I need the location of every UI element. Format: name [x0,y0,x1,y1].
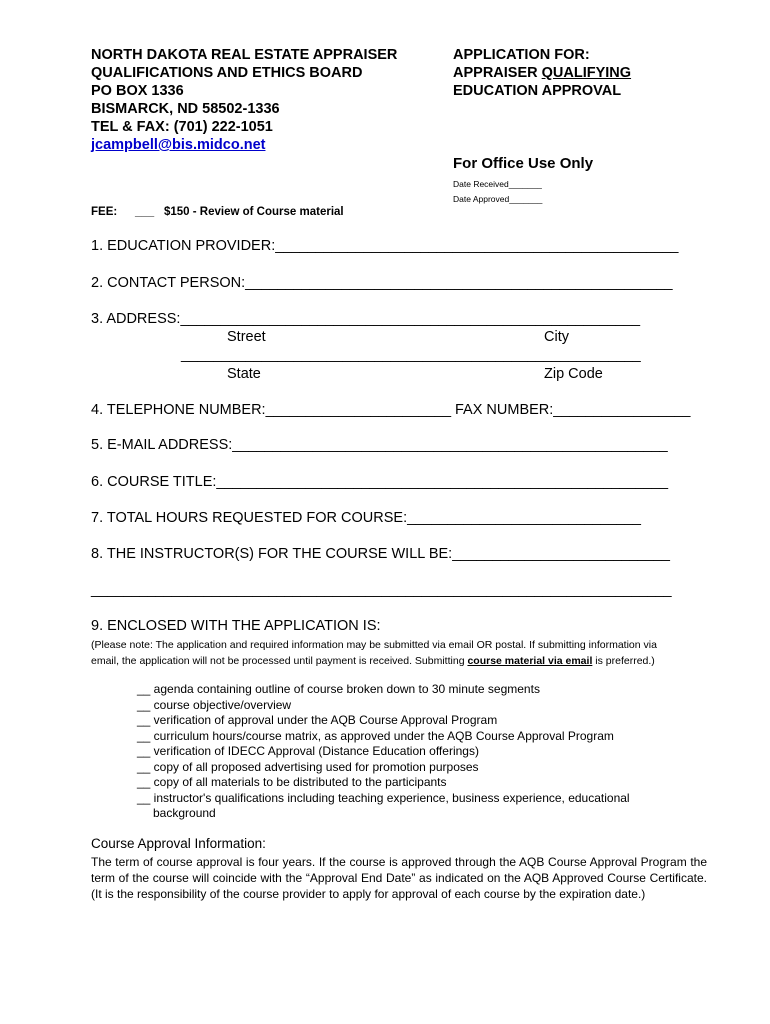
fee-description: $150 - Review of Course material [164,206,344,218]
instructors-field-continued[interactable]: ________________________________________________________________________ [91,582,672,598]
fee-checkbox-blank[interactable]: ___ [135,206,155,218]
fax-field[interactable]: FAX NUMBER:_________________ [455,402,691,418]
submission-note-preferred: course material via email [467,655,593,667]
course-approval-heading: Course Approval Information: [91,836,266,851]
checklist-item[interactable]: __ copy of all proposed advertising used for promotion purposes [137,759,479,774]
board-name-line2: QUALIFICATIONS AND ETHICS BOARD [91,65,363,81]
board-name-line1: NORTH DAKOTA REAL ESTATE APPRAISER [91,47,398,63]
application-title-line1: APPLICATION FOR: [453,47,590,63]
contact-person-field[interactable]: 2. CONTACT PERSON:_____________________________________________________ [91,275,673,291]
submission-note [91,637,657,669]
checklist-item[interactable]: __ copy of all materials to be distributed to the participants [137,775,447,789]
board-phone: TEL & FAX: (701) 222-1051 [91,119,273,135]
checklist-item[interactable]: __ verification of approval under the AQB Course Approval Program [137,713,498,727]
state-label: State [227,366,261,382]
street-label: Street [227,329,266,345]
board-city: BISMARCK, ND 58502-1336 [91,101,280,117]
application-title-qualifying: QUALIFYING [541,65,632,81]
email-address-field[interactable]: 5. E-MAIL ADDRESS:______________________________________________________ [91,437,668,453]
city-label: City [544,329,569,345]
application-title-line2-text: APPRAISER [453,65,542,81]
checklist-item[interactable]: __ course objective/overview [137,697,292,712]
board-address [91,46,397,154]
course-title-field[interactable]: 6. COURSE TITLE:________________________________________________________ [91,474,669,490]
course-approval-paragraph: The term of course approval is four years. If the course is approved through the AQB Course Approval Program the term of the course will coincide with the “Approval End Date” as indicated on the AQB Approved Course Certificate. (It is the responsibility of the course provider to apply for approval of each course by the expiration date.) [91,855,707,901]
education-provider-field[interactable]: 1. EDUCATION PROVIDER:__________________________________________________ [91,238,679,254]
checklist-item[interactable]: __ verification of IDECC Approval (Distance Education offerings) [137,744,479,758]
submission-note-line1: (Please note: The application and required information may be submitted via email OR postal. If submitting information via [91,639,657,651]
office-use-title: For Office Use Only [453,155,594,172]
board-email-link[interactable]: jcampbell@bis.midco.net [91,137,266,153]
submission-note-line2 [91,653,657,669]
zip-label: Zip Code [544,366,603,382]
application-title-line2 [453,64,631,82]
total-hours-field[interactable]: 7. TOTAL HOURS REQUESTED FOR COURSE:_____________________________ [91,510,641,526]
checklist-item[interactable]: __ agenda containing outline of course broken down to 30 minute segments [137,682,540,696]
date-approved-field: Date Approved_______ [453,194,543,204]
submission-note-line2-end: is preferred.) [592,655,655,667]
board-po-box: PO BOX 1336 [91,83,184,99]
instructors-field[interactable]: 8. THE INSTRUCTOR(S) FOR THE COURSE WILL BE:___________________________ [91,546,670,562]
checklist-item-continued: background [153,806,216,820]
date-received-field: Date Received_______ [453,179,542,189]
application-title [453,46,631,100]
enclosed-heading: 9. ENCLOSED WITH THE APPLICATION IS: [91,618,381,634]
fee-label: FEE: [91,206,118,218]
enclosure-checklist [137,682,630,822]
checklist-item[interactable]: __ curriculum hours/course matrix, as approved under the AQB Course Approval Program [137,728,614,743]
submission-note-line2-text: email, the application will not be processed until payment is received. Submitting [91,655,468,667]
checklist-item[interactable]: __ instructor's qualifications including teaching experience, business experience, educational [137,790,630,805]
application-title-line3: EDUCATION APPROVAL [453,83,622,99]
address-line2-field[interactable]: _________________________________________________________ [181,347,641,363]
telephone-field[interactable]: 4. TELEPHONE NUMBER:_______________________ [91,402,452,418]
address-field[interactable]: 3. ADDRESS:_________________________________________________________ [91,311,641,327]
